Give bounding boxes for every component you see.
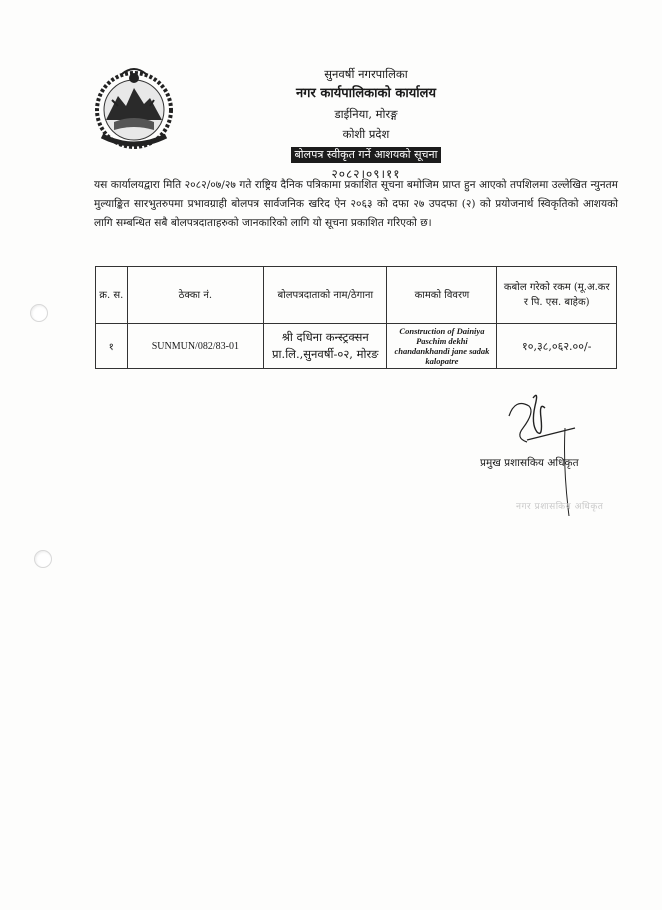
signatory-title: प्रमुख प्रशासकिय अधिकृत bbox=[480, 457, 579, 469]
header-work: कामको विवरण bbox=[387, 267, 497, 324]
municipality-name: सुनवर्षी नगरपालिका bbox=[324, 67, 408, 81]
nepal-government-emblem-icon bbox=[92, 66, 176, 152]
notice-paragraph: यस कार्यालयद्वारा मिति २०८२/०७/२७ गते राष्ट्रिय दैनिक पत्रिकामा प्रकाशित सूचना बमोजिम प्राप्त हुन आएको तपशिलमा उल्लेखित न्युनतम मुल्याङ्कित सारभुतरुपमा प्रभावग्राही बोलपत्र सार्वजनिक खरिद ऐन २०६३ को दफा २७ उपदफा (२) को प्रयोजनार्थ स्विकृतिको आशयको लागि सम्बन्धित सबै बोलपत्रदाताहरुको जानकारिको लागि यो सूचना प्रकाशित गरिएको छ। bbox=[94, 179, 618, 229]
cell-contract-no: SUNMUN/082/83-01 bbox=[127, 324, 264, 369]
header-bidder: बोलपत्रदाताको नाम/ठेगाना bbox=[264, 267, 387, 324]
notice-date: २०८२।०९।११ bbox=[331, 167, 401, 181]
cell-amount: १०,३८,०६२.००/- bbox=[497, 324, 617, 369]
header-amount: कबोल गरेको रकम (मू.अ.कर र पि. एस. बाहेक) bbox=[497, 267, 617, 324]
office-name: नगर कार्यपालिकाको कार्यालय bbox=[295, 86, 437, 101]
header-contract-no: ठेक्का नं. bbox=[127, 267, 264, 324]
table-row bbox=[96, 324, 617, 369]
bid-acceptance-table bbox=[95, 266, 617, 369]
cell-sn: १ bbox=[96, 324, 128, 369]
table-header-row bbox=[96, 267, 617, 324]
letterhead bbox=[250, 64, 482, 184]
punch-hole-top bbox=[30, 304, 48, 322]
header-sn: क्र. स. bbox=[96, 267, 128, 324]
cell-work: Construction of Dainiya Paschim dekhi chandankhandi jane sadak kalopatre bbox=[387, 324, 497, 369]
official-stamp: नगर प्रशासकिय अधिकृत bbox=[516, 502, 604, 512]
office-address: डाईनिया, मोरङ्ग bbox=[334, 107, 398, 121]
cell-bidder: श्री दधिना कन्स्ट्रक्सन प्रा.लि.,सुनवर्षी-०२, मोरङ bbox=[264, 324, 387, 369]
punch-hole-bottom bbox=[34, 550, 52, 568]
notice-title: बोलपत्र स्वीकृत गर्ने आशयको सूचना bbox=[291, 147, 442, 163]
province-name: कोशी प्रदेश bbox=[342, 127, 390, 141]
